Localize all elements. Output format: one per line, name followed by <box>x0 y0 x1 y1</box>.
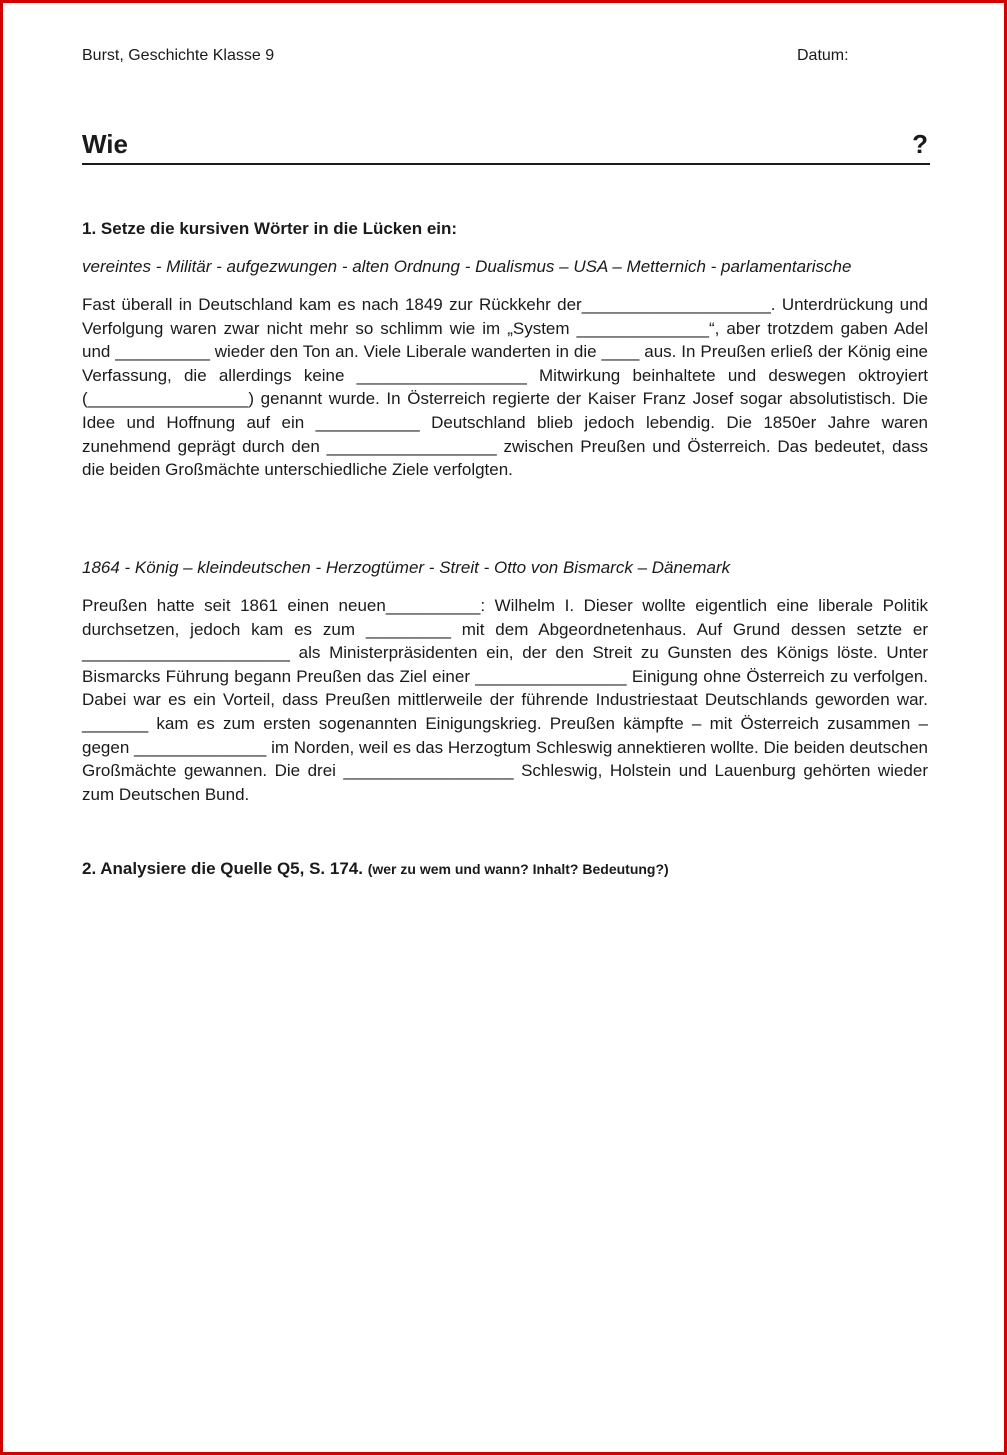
page-header <box>82 47 925 69</box>
worksheet-title <box>82 127 930 165</box>
task1-paragraph-1: Fast überall in Deutschland kam es nach 1849 zur Rückkehr der____________________. Unterdrückung und Verfolgung waren zwar nicht mehr so schlimm wie im „System ______________“, aber trotzdem gaben Adel und __________ wieder den Ton an. Viele Liberale wanderten in die ____ aus. In Preußen erließ der König eine Verfassung, die allerdings keine __________________ Mitwirkung beinhaltete und deswegen oktroyiert (_________________) genannt wurde. In Österreich regierte der Kaiser Franz Josef sogar absolutistisch. Die Idee und Hoffnung auf ein ___________ Deutschland blieb jedoch lebendig. Die 1850er Jahre waren zunehmend geprägt durch den __________________ zwischen Preußen und Österreich. Das bedeutet, dass die beiden Großmächte unterschiedliche Ziele verfolgten. <box>82 295 928 480</box>
task1-wordbank-2: 1864 - König – kleindeutschen - Herzogtümer - Streit - Otto von Bismarck – Dänemark <box>82 558 731 577</box>
task1-paragraph-2: Preußen hatte seit 1861 einen neuen__________: Wilhelm I. Dieser wollte eigentlich eine liberale Politik durchsetzen, jedoch kam es zum _________ mit dem Abgeordnetenhaus. Auf Grund dessen setzte er ______________________ als Ministerpräsidenten ein, der den Streit zu Gunsten des Königs löste. Unter Bismarcks Führung begann Preußen das Ziel einer ________________ Einigung ohne Österreich zu verfolgen. Dabei war es ein Vorteil, dass Preußen mittlerweile der führende Industriestaat Deutschlands geworden war. _______ kam es zum ersten sogenannten Einigungskrieg. Preußen kämpfte – mit Österreich zusammen – gegen ______________ im Norden, weil es das Herzogtum Schleswig annektieren wollte. Die beiden deutschen Großmächte gewannen. Die drei __________________ Schleswig, Holstein und Lauenburg gehörten wieder zum Deutschen Bund. <box>82 596 928 804</box>
header-date-label: Datum: <box>797 47 849 64</box>
task2-heading-text: 2. Analysiere die Quelle Q5, S. 174. <box>82 859 363 878</box>
title-left: Wie <box>82 129 128 159</box>
header-course: Burst, Geschichte Klasse 9 <box>82 47 275 64</box>
task1-wordbank-1: vereintes - Militär - aufgezwungen - alten Ordnung - Dualismus – USA – Metternich - parlamentarische <box>82 257 852 276</box>
task1-heading: 1. Setze die kursiven Wörter in die Lücken ein: <box>82 219 458 238</box>
task2-hint: (wer zu wem und wann? Inhalt? Bedeutung?) <box>367 861 669 877</box>
task2-heading <box>82 859 932 879</box>
title-right: ? <box>912 129 928 159</box>
